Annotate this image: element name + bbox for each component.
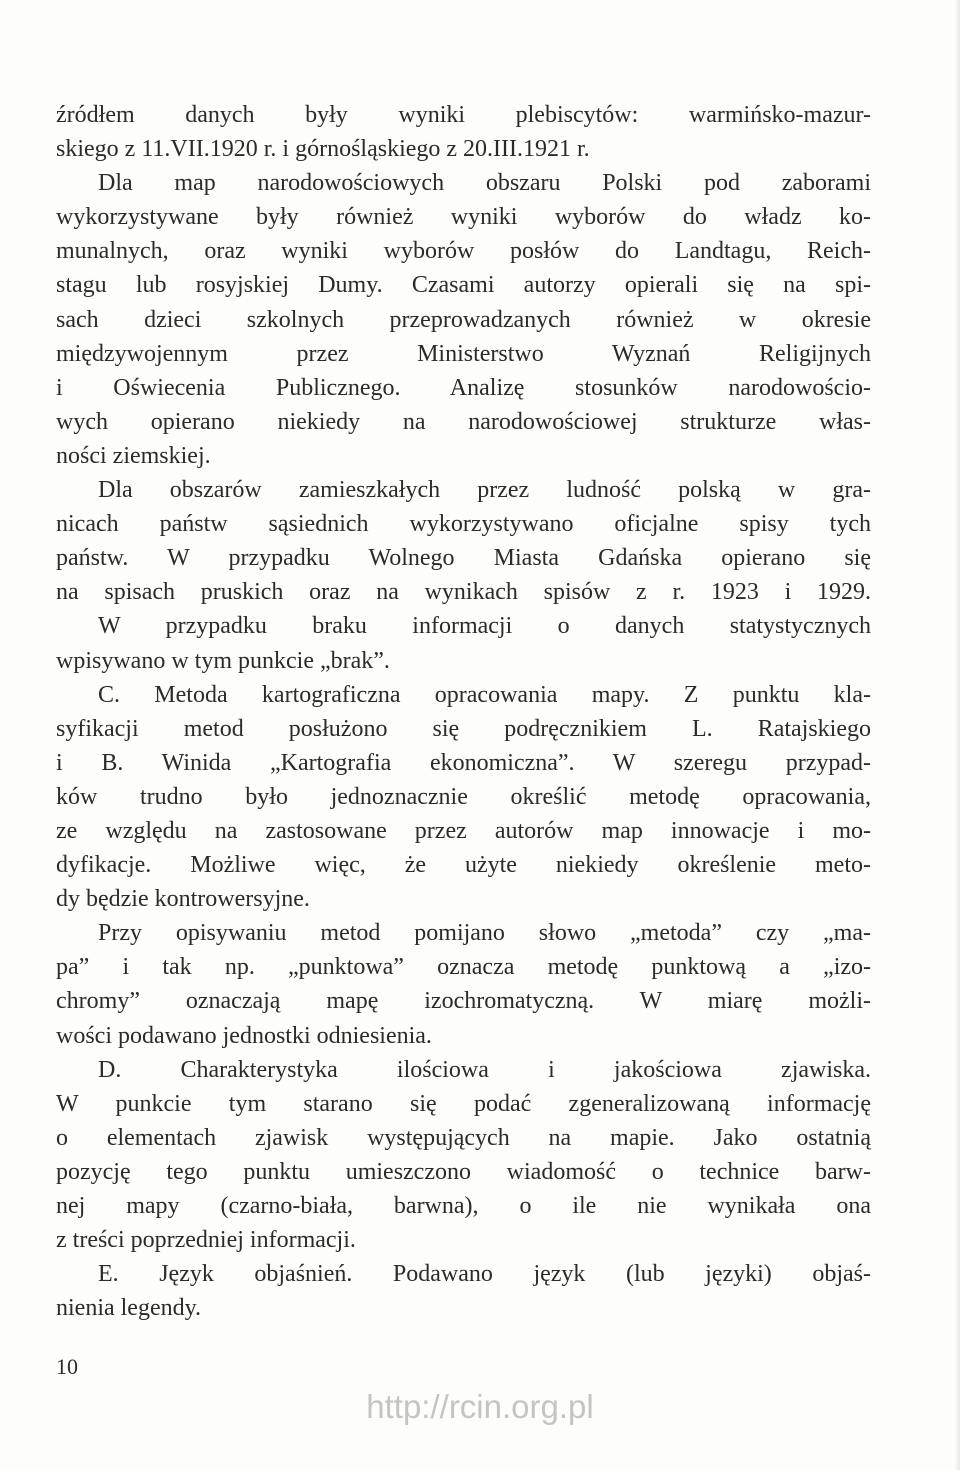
text-line: chromy” oznaczają mapę izochromatyczną. W miarę możli- [56,988,871,1015]
source-watermark: http://rcin.org.pl [366,1388,594,1425]
text-line: wych opierano niekiedy na narodowościowej strukturze włas- [56,408,871,435]
text-line: pa” i tak np. „punktowa” oznacza metodę punktową a „izo- [56,954,871,981]
page-edge-shadow [954,0,960,1470]
text-line: wykorzystywane były również wyniki wyborów do władz ko- [56,204,871,231]
text-line: międzywojennym przez Ministerstwo Wyznań Religijnych [56,340,871,367]
text-line: Dla map narodowościowych obszaru Polski pod zaborami [98,170,871,197]
text-line: ności ziemskiej. [56,442,211,469]
text-line: ków trudno było jednoznacznie określić metodę opracowania, [56,783,871,810]
text-line: syfikacji metod posłużono się podręcznikiem L. Ratajskiego [56,715,871,742]
text-line: i Oświecenia Publicznego. Analizę stosunków narodowościo- [56,374,871,401]
text-line: E. Język objaśnień. Podawano język (lub języki) objaś- [98,1261,871,1288]
text-line: munalnych, oraz wyniki wyborów posłów do Landtagu, Reich- [56,238,871,265]
text-line: D. Charakterystyka ilościowa i jakościowa zjawiska. [98,1056,871,1083]
text-line: źródłem danych były wyniki plebiscytów: warmińsko-mazur- [56,102,871,128]
text-line: nej mapy (czarno-biała, barwna), o ile nie wynikała ona [56,1193,871,1219]
text-line: skiego z 11.VII.1920 r. i górnośląskiego z 20.III.1921 r. [56,136,590,163]
text-line: nienia legendy. [56,1295,202,1322]
text-line: dy będzie kontrowersyjne. [56,886,310,913]
text-line: na spisach pruskich oraz na wynikach spisów z r. 1923 i 1929. [56,579,871,606]
page-number: 10 [56,1354,78,1379]
text-line: nicach państw sąsiednich wykorzystywano oficjalne spisy tych [56,511,871,538]
text-line: ze względu na zastosowane przez autorów map innowacje i mo- [56,817,871,844]
text-line: W przypadku braku informacji o danych statystycznych [98,613,871,640]
text-line: pozycję tego punktu umieszczono wiadomość o technice barw- [56,1158,871,1185]
text-line: o elementach zjawisk występujących na mapie. Jako ostatnią [56,1124,871,1151]
text-line: Dla obszarów zamieszkałych przez ludność polską w gra- [98,477,871,504]
text-line: wpisywano w tym punkcie „brak”. [56,647,390,674]
text-line: i B. Winida „Kartografia ekonomiczna”. W szeregu przypad- [56,749,871,776]
text-line: stagu lub rosyjskiej Dumy. Czasami autorzy opierali się na spi- [56,272,871,299]
text-line: dyfikacje. Możliwe więc, że użyte niekiedy określenie meto- [56,852,871,879]
text-line: państw. W przypadku Wolnego Miasta Gdańska opierano się [56,545,871,572]
text-line: wości podawano jednostki odniesienia. [56,1022,432,1049]
text-line: C. Metoda kartograficzna opracowania mapy. Z punktu kla- [98,681,871,708]
text-line: sach dzieci szkolnych przeprowadzanych również w okresie [56,306,871,333]
body-text [56,98,871,1325]
text-line: Przy opisywaniu metod pomijano słowo „metoda” czy „ma- [98,920,871,947]
text-line: W punkcie tym starano się podać zgeneralizowaną informację [56,1090,871,1117]
text-line: z treści poprzedniej informacji. [56,1227,356,1254]
